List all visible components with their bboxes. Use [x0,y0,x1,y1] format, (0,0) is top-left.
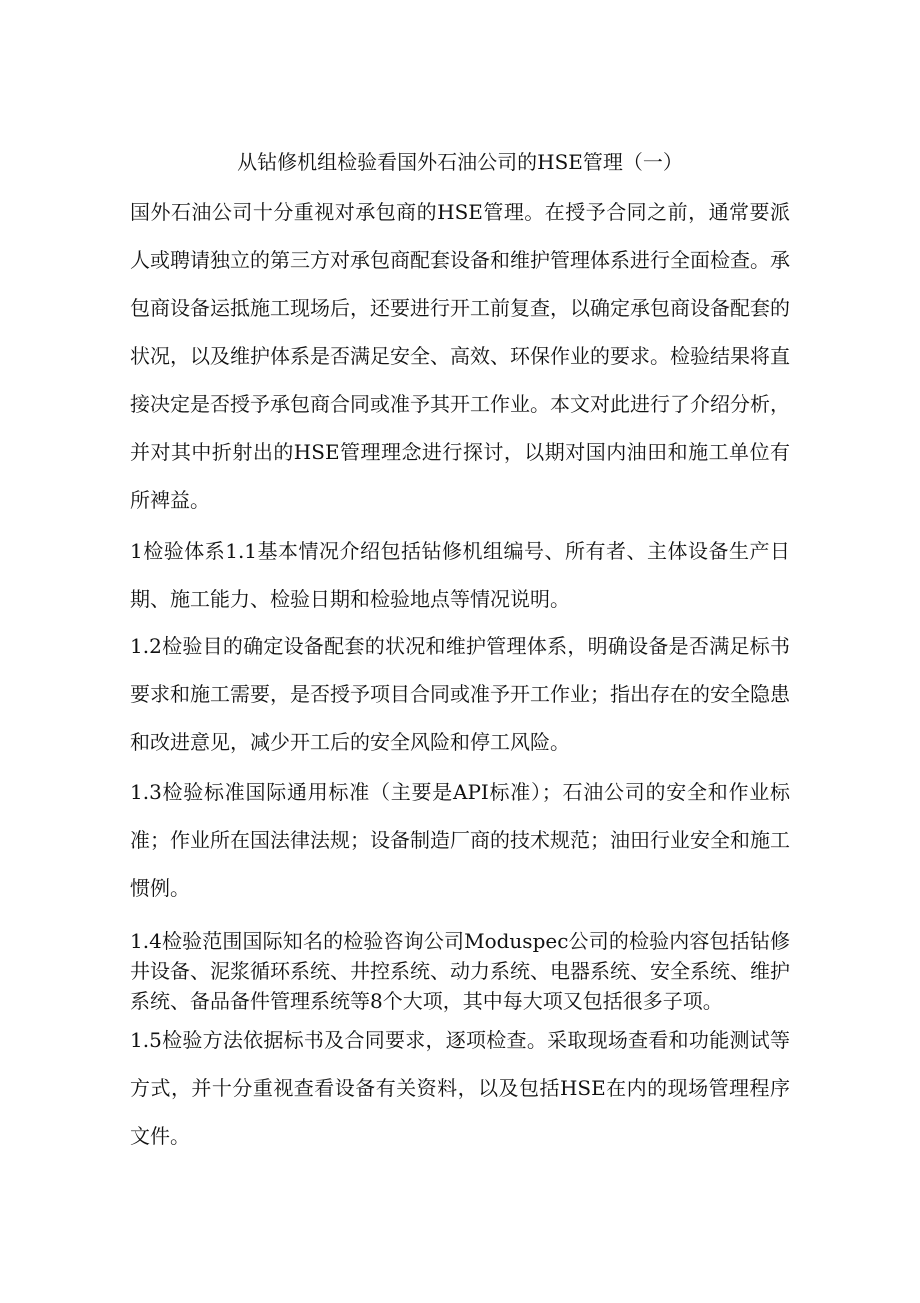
intro-paragraph: 国外石油公司十分重视对承包商的HSE管理。在授予合同之前，通常要派人或聘请独立的第三方对承包商配套设备和维护管理体系进行全面检查。承包商设备运抵施工现场后，还要进行开工前复查，以确定承包商设备配套的状况，以及维护体系是否满足安全、高效、环保作业的要求。检验结果将直接决定是否授予承包商合同或准予其开工作业。本文对此进行了介绍分析，并对其中折射出的HSE管理理念进行探讨，以期对国内油田和施工单位有所裨益。 [130,200,790,512]
section-1-2-paragraph: 1.2检验目的确定设备配套的状况和维护管理体系，明确设备是否满足标书要求和施工需要，是否授予项目合同或准予开工作业；指出存在的安全隐患和改进意见，减少开工后的安全风险和停工风险。 [130,634,790,754]
section-1-4-paragraph: 1.4检验范围国际知名的检验咨询公司Moduspec公司的检验内容包括钻修井设备、泥浆循环系统、井控系统、动力系统、电器系统、安全系统、维护系统、备品备件管理系统等8个大项，其中每大项又包括很多子项。 [130,929,790,1013]
section-1-5-paragraph: 1.5检验方法依据标书及合同要求，逐项检查。采取现场查看和功能测试等方式，并十分重视查看设备有关资料，以及包括HSE在内的现场管理程序文件。 [130,1028,790,1148]
document-title: 从钻修机组检验看国外石油公司的HSE管理（一） [237,150,683,174]
section-1-3-paragraph: 1.3检验标准国际通用标准（主要是API标准）；石油公司的安全和作业标准；作业所在国法律法规；设备制造厂商的技术规范；油田行业安全和施工惯例。 [130,780,790,900]
section-1-1-paragraph: 1检验体系1.1基本情况介绍包括钻修机组编号、所有者、主体设备生产日期、施工能力、检验日期和检验地点等情况说明。 [130,539,790,611]
